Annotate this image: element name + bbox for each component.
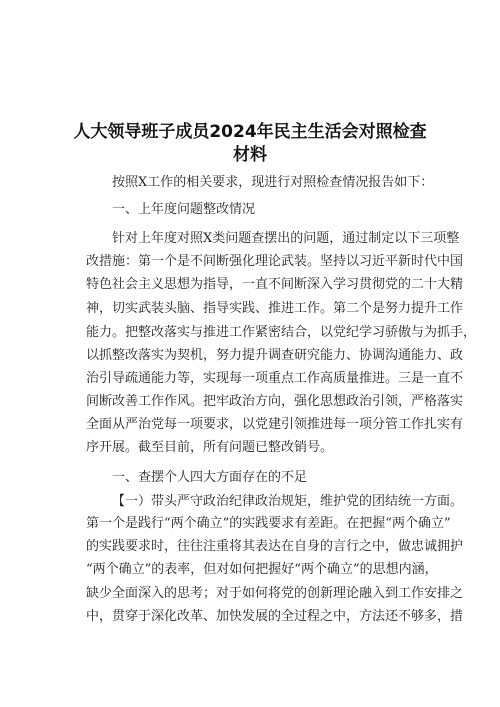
body-line: 【一）带头严守政治纪律政治规矩，维护党的团结统一方面。 — [112, 494, 464, 509]
body-line: 按照X工作的相关要求，现进行对照检查情况报告如下： — [112, 175, 434, 190]
body-line: 缺少全面深入的思考；对于如何将党的创新理论融入到工作安排之 — [86, 586, 464, 601]
body-line: 第一个是践行“两个确立”的实践要求有差距。在把握“两个确立” — [86, 516, 451, 531]
body-line: 一、上年度问题整改情况 — [112, 202, 256, 217]
body-line: 治引导疏通能力等，实现每一项重点工作高质量推进。三是一直不 — [86, 371, 464, 386]
body-line: 中，贯穿于深化改革、加快发展的全过程之中，方法还不够多，措 — [86, 609, 464, 624]
body-line: 全面从严治党每一项要求，以党建引领推进每一项分管工作扎实有 — [86, 417, 464, 432]
document-title-continued: 材料 — [233, 145, 267, 165]
body-line: 特色社会主义思想为指导，一直不间断深入学习贯彻党的二十大精 — [86, 277, 464, 292]
body-line: 针对上年度对照X类问题查摆出的问题，通过制定以下三项整 — [112, 231, 460, 246]
document-title: 人大领导班子成员2024年民主生活会对照检查 — [73, 122, 427, 142]
body-line: 序开展。截至目前，所有问题已整改销号。 — [86, 440, 334, 455]
body-line: “两个确立”的表率，但对如何把握好“两个确立”的思想内涵， — [86, 562, 438, 577]
body-line: 一、查摆个人四大方面存在的不足 — [112, 470, 308, 485]
body-line: 以抓整改落实为契机，努力提升调查研究能力、协调沟通能力、政 — [86, 348, 464, 363]
body-line: 间断改善工作作风。把牢政治方向，强化思想政治引领，严格落实 — [86, 394, 464, 409]
body-line: 能力。把整改落实与推进工作紧密结合，以党纪学习骄傲与为抓手， — [86, 325, 477, 340]
body-line: 改措施：第一个是不间断强化理论武装。坚持以习近平新时代中国 — [86, 254, 464, 269]
body-line: 神，切实武装头脑、指导实践、推进工作。第二个是努力提升工作 — [86, 301, 464, 316]
body-line: 的实践要求时，往往注重将其表达在自身的言行之中，做忠诚拥护 — [86, 539, 464, 554]
